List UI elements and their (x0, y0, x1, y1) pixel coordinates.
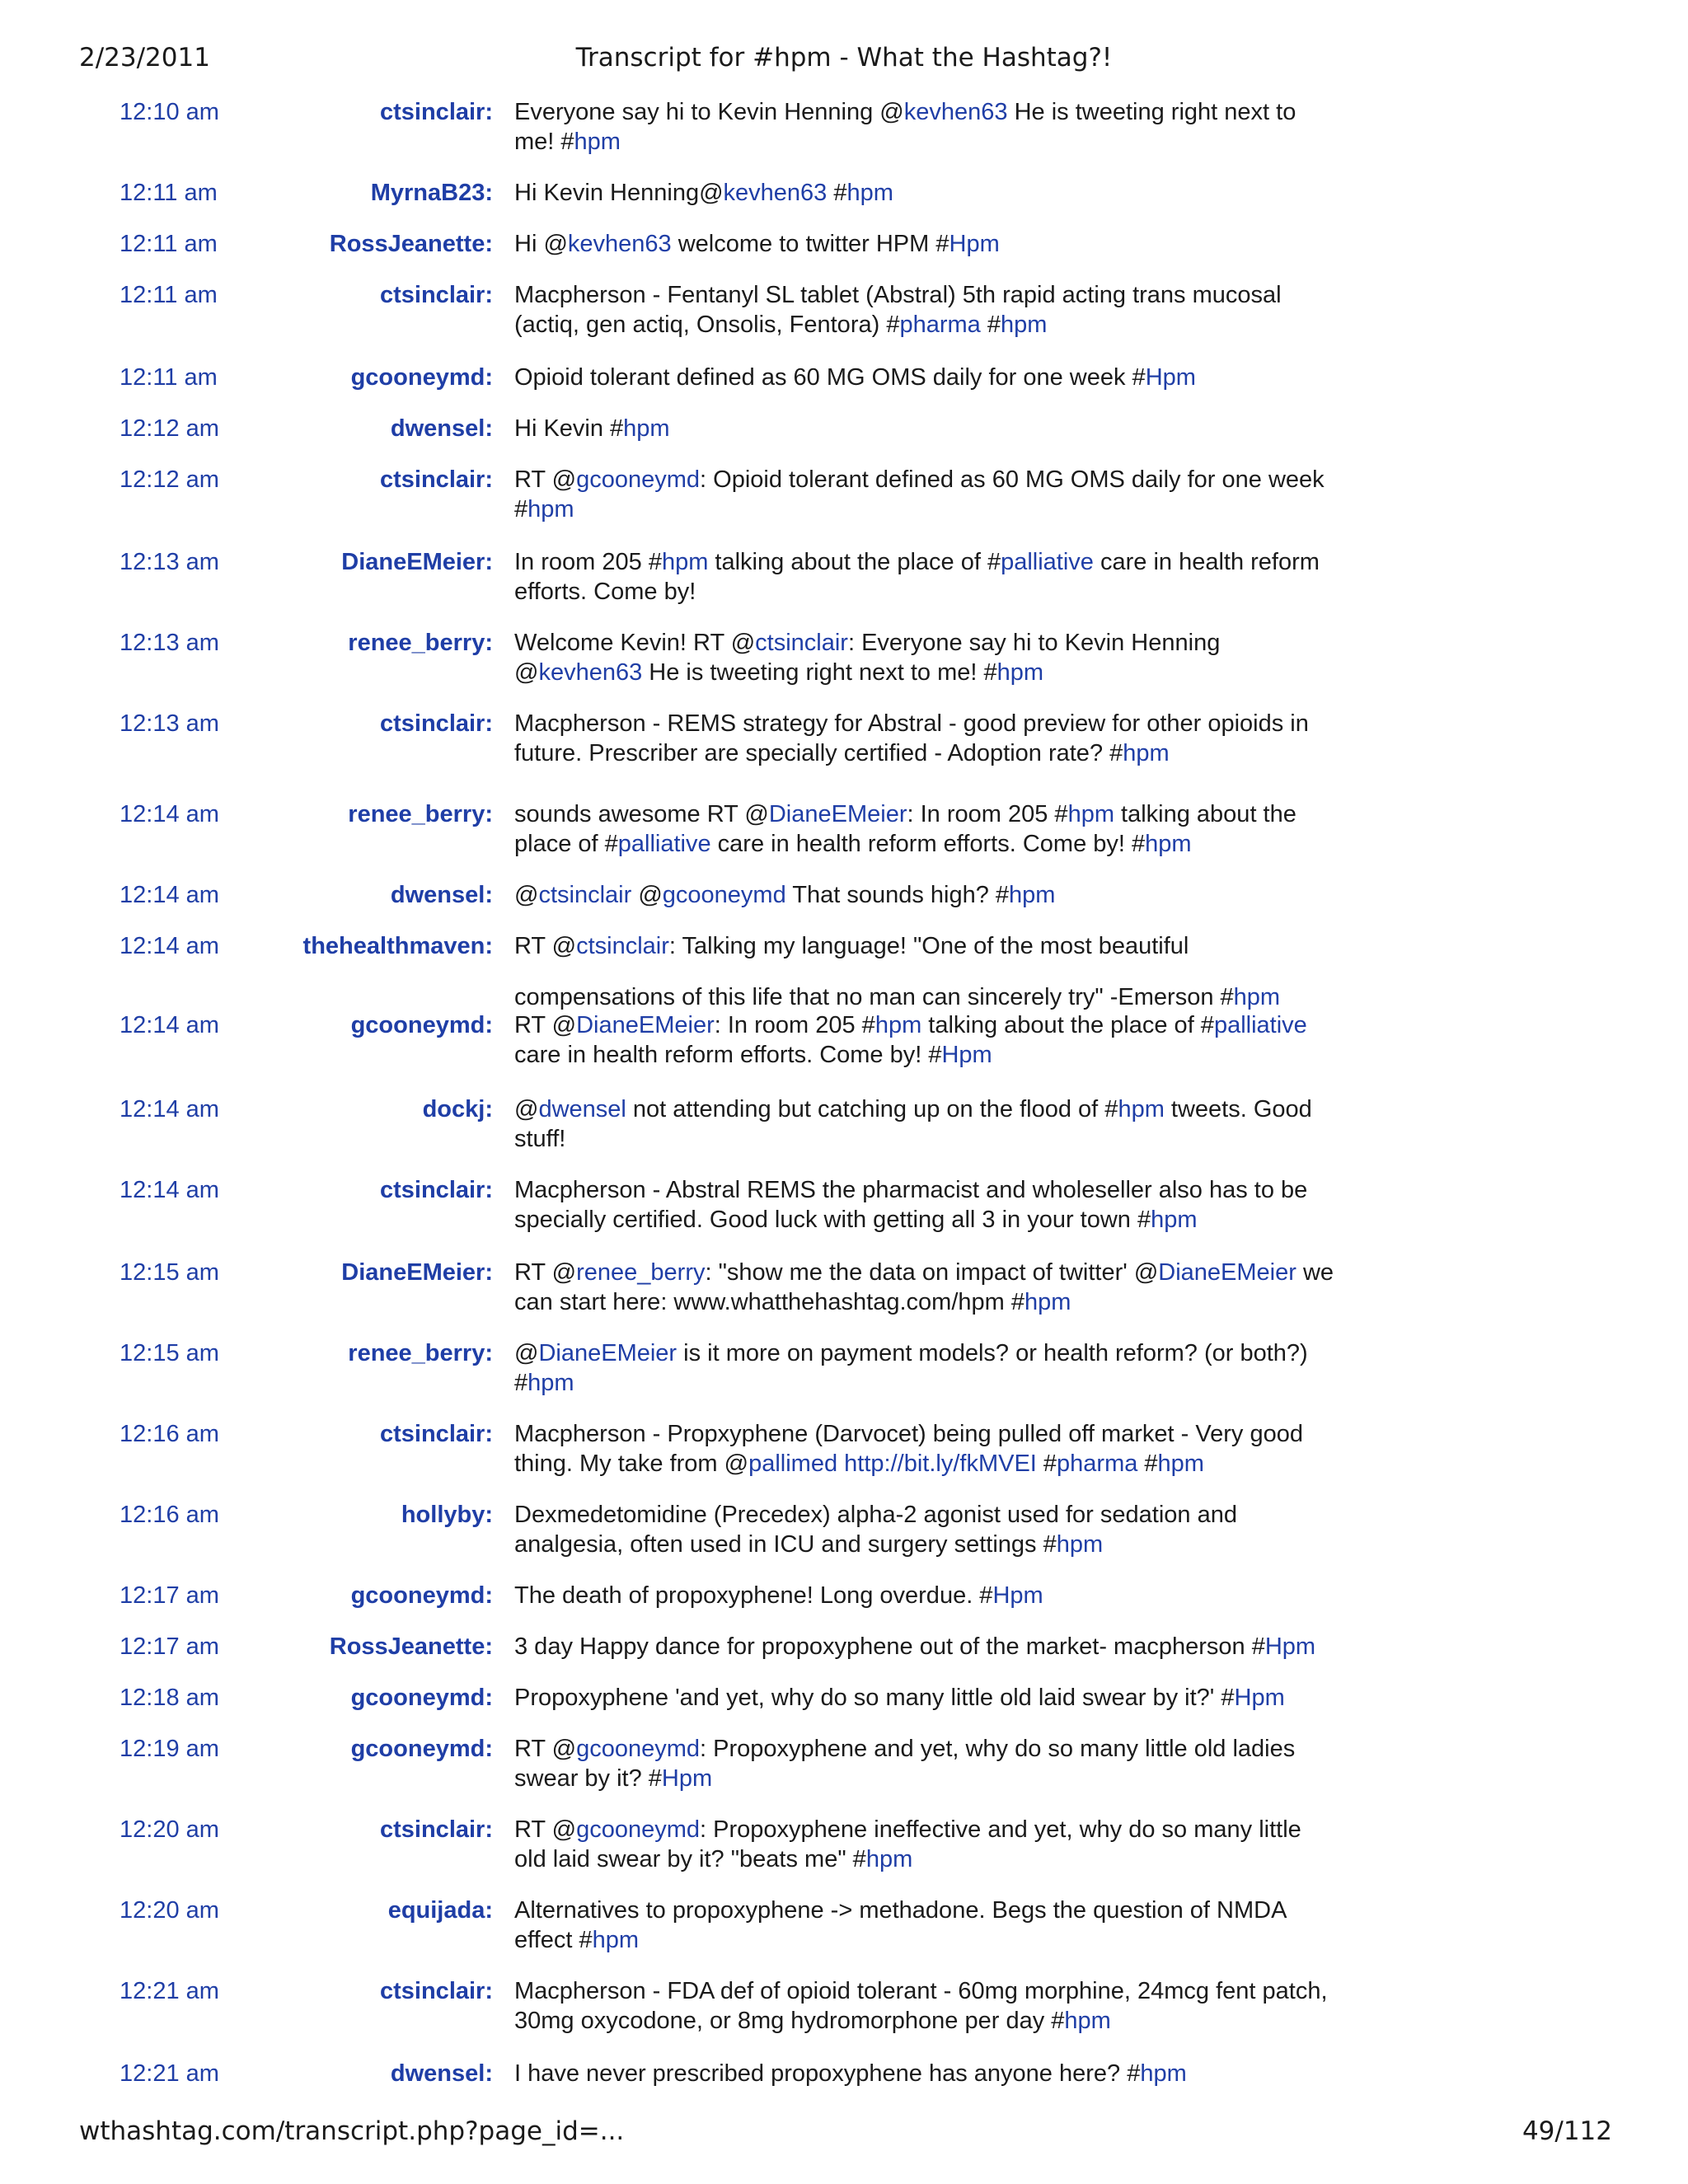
footer-url: wthashtag.com/transcript.php?page_id=... (79, 2116, 625, 2146)
tweet-time-link[interactable]: 12:14 am (120, 1096, 219, 1122)
tweet-text-segment: : Talking my language! "One of the most beautiful (668, 933, 1189, 959)
tweet-link[interactable]: Hpm (992, 1582, 1043, 1609)
tweet-text-segment: : Opioid tolerant defined as 60 MG OMS daily for one week # (514, 466, 1325, 523)
tweet-link[interactable]: renee_berry (576, 1259, 706, 1286)
tweet-text-segment: 3 day Happy dance for propoxyphene out of the market- macpherson # (514, 1633, 1265, 1660)
tweet-link[interactable]: palliative (617, 831, 711, 857)
tweet-text (514, 1683, 1339, 1713)
tweet-link[interactable]: http://bit.ly/fkMVEI (844, 1451, 1037, 1477)
tweet-time-link[interactable]: 12:14 am (120, 933, 219, 959)
username-link[interactable]: renee_berry: (348, 1340, 493, 1366)
tweet-link[interactable]: hpm (1118, 1096, 1165, 1122)
tweet-link[interactable]: hpm (574, 129, 621, 155)
tweet-link[interactable]: gcooneymd (576, 466, 701, 493)
tweet-time-link[interactable]: 12:17 am (120, 1582, 219, 1609)
tweet-time-link[interactable]: 12:20 am (120, 1897, 219, 1924)
tweet-time-link[interactable]: 12:14 am (120, 882, 219, 908)
tweet-text-segment (837, 1451, 844, 1477)
tweet-text (514, 931, 1339, 961)
tweet-text (514, 1896, 1339, 1955)
tweet-time-link[interactable]: 12:11 am (120, 180, 218, 206)
tweet-link[interactable]: gcooneymd (576, 1816, 701, 1843)
tweet-text-segment: Everyone say hi to Kevin Henning @ (514, 99, 904, 125)
tweet-link[interactable]: ctsinclair (755, 630, 848, 656)
tweet-time-link[interactable]: 12:12 am (120, 415, 219, 442)
tweet-link[interactable]: kevhen63 (567, 231, 672, 257)
tweet-link[interactable]: hpm (1024, 1289, 1071, 1315)
username-link[interactable]: renee_berry: (348, 630, 493, 656)
username-link[interactable]: ctsinclair: (380, 1978, 493, 2004)
tweet-link[interactable]: gcooneymd (662, 882, 786, 908)
tweet-link[interactable]: DianeEMeier (768, 801, 907, 827)
tweet-link[interactable]: gcooneymd (576, 1736, 701, 1762)
tweet-text (514, 1500, 1339, 1559)
tweet-text-segment: RT @ (514, 466, 577, 493)
print-date: 2/23/2011 (79, 43, 210, 73)
tweet-link[interactable]: hpm (996, 659, 1044, 686)
tweet-text-segment: Hi Kevin # (514, 415, 624, 442)
tweet-time-link[interactable]: 12:19 am (120, 1736, 219, 1762)
tweet-text-segment: I have never prescribed propoxyphene has anyone here? # (514, 2060, 1141, 2087)
tweet-text (514, 97, 1339, 157)
tweet-text-segment: Macpherson - REMS strategy for Abstral - good preview for other opioids in future. Prescriber are specially certified - Adoption rate? # (514, 710, 1309, 766)
username-link[interactable]: MyrnaB23: (370, 180, 493, 206)
tweet-link[interactable]: pharma (899, 312, 981, 338)
tweet-link[interactable]: kevhen63 (903, 99, 1008, 125)
page-title: Transcript for #hpm - What the Hashtag?! (575, 43, 1113, 73)
tweet-text-segment: RT @ (514, 1736, 577, 1762)
tweet-link[interactable]: hpm (623, 415, 670, 442)
tweet-time-link[interactable]: 12:11 am (120, 282, 218, 308)
page-number: 49/112 (1522, 2116, 1612, 2146)
username-link[interactable]: dwensel: (390, 882, 493, 908)
tweet-link[interactable]: hpm (846, 180, 893, 206)
username-link[interactable]: ctsinclair: (380, 282, 493, 308)
tweet-link[interactable]: hpm (661, 549, 709, 575)
tweet-text-segment: not attending but catching up on the flood of # (626, 1096, 1118, 1122)
tweet-time-link[interactable]: 12:14 am (120, 1012, 219, 1038)
username-link[interactable]: dwensel: (390, 415, 493, 442)
tweet-text (514, 628, 1339, 687)
tweet-text (514, 1094, 1339, 1154)
tweet-text-segment: talking about the place of # (708, 549, 1001, 575)
tweet-text-segment: we can start here: www.whatthehashtag.com/hpm # (514, 1259, 1334, 1315)
tweet-text (514, 1632, 1339, 1661)
tweet-text-segment: : In room 205 # (714, 1012, 875, 1038)
tweet-link[interactable]: Hpm (661, 1765, 713, 1792)
tweet-link[interactable]: hpm (528, 496, 574, 523)
tweet-link[interactable]: palliative (1213, 1012, 1307, 1038)
tweet-text (514, 178, 1339, 208)
tweet-link[interactable]: kevhen63 (723, 180, 828, 206)
tweet-text-segment: welcome to twitter HPM # (671, 231, 950, 257)
username-link[interactable]: thehealthmaven: (302, 933, 493, 959)
username-link[interactable]: dockj: (422, 1096, 493, 1122)
tweet-text-segment: : Everyone say hi to Kevin Henning @ (514, 630, 1221, 686)
tweet-text-segment: : In room 205 # (907, 801, 1068, 827)
tweet-text (514, 2059, 1339, 2088)
tweet-text (514, 465, 1339, 524)
tweet-time-link[interactable]: 12:14 am (120, 801, 219, 827)
tweet-link[interactable]: hpm (1067, 801, 1114, 827)
tweet-text-segment: sounds awesome RT @ (514, 801, 769, 827)
tweet-link[interactable]: Hpm (949, 231, 1000, 257)
tweet-text-segment: # (1137, 1451, 1158, 1477)
tweet-link[interactable]: hpm (1145, 831, 1192, 857)
tweet-text-segment: care in health reform efforts. Come by! # (710, 831, 1146, 857)
username-link[interactable]: gcooneymd: (350, 1685, 493, 1711)
tweet-link[interactable]: Hpm (1264, 1633, 1316, 1660)
tweet-text-segment: care in health reform efforts. Come by! (514, 549, 1320, 605)
tweet-text-segment: Hi Kevin Henning@ (514, 180, 724, 206)
tweet-text-segment: @ (514, 1340, 539, 1366)
tweet-link[interactable]: hpm (874, 1012, 922, 1038)
tweet-link[interactable]: hpm (1140, 2060, 1187, 2087)
tweet-link[interactable]: ctsinclair (538, 882, 632, 908)
tweet-text-segment: : Propoxyphene ineffective and yet, why do so many little old laid swear by it? "beats me" # (514, 1816, 1301, 1872)
tweet-time-link[interactable]: 12:21 am (120, 1978, 219, 2004)
tweet-link[interactable]: hpm (1056, 1531, 1104, 1558)
tweet-text (514, 280, 1339, 340)
tweet-text-segment: Propoxyphene 'and yet, why do so many little old laid swear by it?' # (514, 1685, 1235, 1711)
username-link[interactable]: ctsinclair: (380, 710, 493, 737)
tweet-time-link[interactable]: 12:13 am (120, 549, 219, 575)
tweet-text-segment: talking about the place of # (921, 1012, 1214, 1038)
tweet-text-segment: @ (514, 882, 539, 908)
tweet-text-segment: That sounds high? # (785, 882, 1010, 908)
tweet-link[interactable]: hpm (528, 1370, 574, 1396)
tweet-text-segment: Alternatives to propoxyphene -> methadone. Begs the question of NMDA effect # (514, 1897, 1286, 1953)
tweet-text-segment: Welcome Kevin! RT @ (514, 630, 756, 656)
tweet-text-segment: RT @ (514, 1816, 577, 1843)
tweet-text-segment: compensations of this life that no man can sincerely try" -Emerson # (514, 984, 1234, 1010)
tweet-link[interactable]: hpm (1157, 1451, 1204, 1477)
tweet-link[interactable]: hpm (1151, 1207, 1198, 1233)
username-link[interactable]: RossJeanette: (329, 231, 493, 257)
username-link[interactable]: ctsinclair: (380, 466, 493, 493)
username-link[interactable]: hollyby: (401, 1502, 493, 1528)
tweet-link[interactable]: hpm (1009, 882, 1056, 908)
username-link[interactable]: ctsinclair: (380, 1421, 493, 1447)
username-link[interactable]: renee_berry: (348, 801, 493, 827)
tweet-text-segment: RT @ (514, 1259, 577, 1286)
username-link[interactable]: ctsinclair: (380, 1816, 493, 1843)
tweet-link[interactable]: ctsinclair (576, 933, 669, 959)
username-link[interactable]: gcooneymd: (350, 1736, 493, 1762)
tweet-text-segment: : "show me the data on impact of twitter' @ (705, 1259, 1159, 1286)
tweet-time-link[interactable]: 12:15 am (120, 1340, 219, 1366)
username-link[interactable]: gcooneymd: (350, 1582, 493, 1609)
tweet-link[interactable]: DianeEMeier (576, 1012, 715, 1038)
tweet-link[interactable]: kevhen63 (538, 659, 643, 686)
tweet-text-segment: # (1036, 1451, 1057, 1477)
tweet-text (514, 1734, 1339, 1793)
tweet-link[interactable]: dwensel (538, 1096, 626, 1122)
username-link[interactable]: DianeEMeier: (341, 549, 493, 575)
tweet-time-link[interactable]: 12:17 am (120, 1633, 219, 1660)
username-link[interactable]: gcooneymd: (350, 364, 493, 391)
tweet-link[interactable]: pharma (1057, 1451, 1138, 1477)
tweet-time-link[interactable]: 12:18 am (120, 1685, 219, 1711)
username-link[interactable]: RossJeanette: (329, 1633, 493, 1660)
username-link[interactable]: equijada: (387, 1897, 493, 1924)
username-link[interactable]: dwensel: (390, 2060, 493, 2087)
tweet-link[interactable]: hpm (1123, 740, 1170, 766)
tweet-text-segment: @ (631, 882, 663, 908)
tweet-text (514, 1815, 1339, 1874)
username-link[interactable]: DianeEMeier: (341, 1259, 493, 1286)
tweet-time-link[interactable]: 12:13 am (120, 710, 219, 737)
tweet-text-segment: He is tweeting right next to me! # (514, 99, 1296, 155)
tweet-link[interactable]: hpm (1000, 312, 1048, 338)
tweet-link[interactable]: Hpm (941, 1042, 992, 1068)
tweet-link[interactable]: DianeEMeier (538, 1340, 678, 1366)
tweet-time-link[interactable]: 12:11 am (120, 231, 218, 257)
tweet-text-segment: @ (514, 1096, 539, 1122)
username-link[interactable]: ctsinclair: (380, 99, 493, 125)
tweet-text-segment: Hi @ (514, 231, 568, 257)
tweet-text-segment: Macpherson - Fentanyl SL tablet (Abstral) 5th rapid acting trans mucosal (actiq, gen actiq, Onsolis, Fentora) # (514, 282, 1282, 338)
tweet-text-segment: Macpherson - Propxyphene (Darvocet) being pulled off market - Very good thing. My take from @ (514, 1421, 1303, 1477)
tweet-text (514, 1175, 1339, 1235)
tweet-text (514, 709, 1339, 768)
tweet-text-segment: Opioid tolerant defined as 60 MG OMS daily for one week # (514, 364, 1146, 391)
tweet-time-link[interactable]: 12:16 am (120, 1502, 219, 1528)
tweet-text-segment: Macpherson - Abstral REMS the pharmacist and wholeseller also has to be specially certified. Good luck with getting all 3 in your town # (514, 1177, 1308, 1233)
tweet-time-link[interactable]: 12:11 am (120, 364, 218, 391)
tweet-time-link[interactable]: 12:12 am (120, 466, 219, 493)
tweet-text-segment: In room 205 # (514, 549, 662, 575)
tweet-time-link[interactable]: 12:16 am (120, 1421, 219, 1447)
tweet-text-segment: talking about the place of # (514, 801, 1296, 857)
tweet-text-segment: He is tweeting right next to me! # (642, 659, 997, 686)
tweet-text (514, 1419, 1339, 1479)
username-link[interactable]: gcooneymd: (350, 1012, 493, 1038)
tweet-text (514, 547, 1339, 607)
tweet-link[interactable]: DianeEMeier (1158, 1259, 1296, 1286)
tweet-link[interactable]: pallimed (748, 1451, 838, 1477)
tweet-time-link[interactable]: 12:10 am (120, 99, 219, 125)
tweet-time-link[interactable]: 12:21 am (120, 2060, 219, 2087)
tweet-text-segment: is it more on payment models? or health reform? (or both?) # (514, 1340, 1308, 1396)
tweet-text (514, 1976, 1339, 2036)
tweet-time-link[interactable]: 12:14 am (120, 1177, 219, 1203)
tweet-text (514, 1338, 1339, 1398)
tweet-text (514, 363, 1339, 392)
tweet-text (514, 982, 1339, 1012)
tweet-text-segment: # (827, 180, 847, 206)
tweet-text (514, 1010, 1339, 1070)
tweet-text-segment: Macpherson - FDA def of opioid tolerant - 60mg morphine, 24mcg fent patch, 30mg oxycodone, or 8mg hydromorphone per day # (514, 1978, 1328, 2034)
tweet-text (514, 1581, 1339, 1610)
tweet-text-segment: tweets. Good stuff! (514, 1096, 1312, 1152)
tweet-link[interactable]: Hpm (1145, 364, 1196, 391)
tweet-text (514, 799, 1339, 859)
tweet-text (514, 880, 1339, 910)
username-link[interactable]: ctsinclair: (380, 1177, 493, 1203)
tweet-text-segment: RT @ (514, 933, 577, 959)
tweet-link[interactable]: hpm (1233, 984, 1281, 1010)
tweet-text-segment: The death of propoxyphene! Long overdue. # (514, 1582, 993, 1609)
tweet-text-segment: Dexmedetomidine (Precedex) alpha-2 agonist used for sedation and analgesia, often used in ICU and surgery settings # (514, 1502, 1237, 1558)
tweet-text-segment: RT @ (514, 1012, 577, 1038)
tweet-text (514, 1258, 1339, 1317)
tweet-text (514, 229, 1339, 259)
tweet-text (514, 414, 1339, 443)
tweet-link[interactable]: hpm (865, 1846, 913, 1872)
tweet-link[interactable]: Hpm (1234, 1685, 1285, 1711)
tweet-text-segment: : Propoxyphene and yet, why do so many little old ladies swear by it? # (514, 1736, 1296, 1792)
tweet-link[interactable]: hpm (592, 1927, 640, 1953)
tweet-time-link[interactable]: 12:13 am (120, 630, 219, 656)
tweet-link[interactable]: hpm (1064, 2008, 1111, 2034)
tweet-text-segment: # (980, 312, 1001, 338)
tweet-text-segment: care in health reform efforts. Come by! # (514, 1042, 942, 1068)
tweet-time-link[interactable]: 12:20 am (120, 1816, 219, 1843)
tweet-link[interactable]: palliative (1001, 549, 1094, 575)
tweet-time-link[interactable]: 12:15 am (120, 1259, 219, 1286)
